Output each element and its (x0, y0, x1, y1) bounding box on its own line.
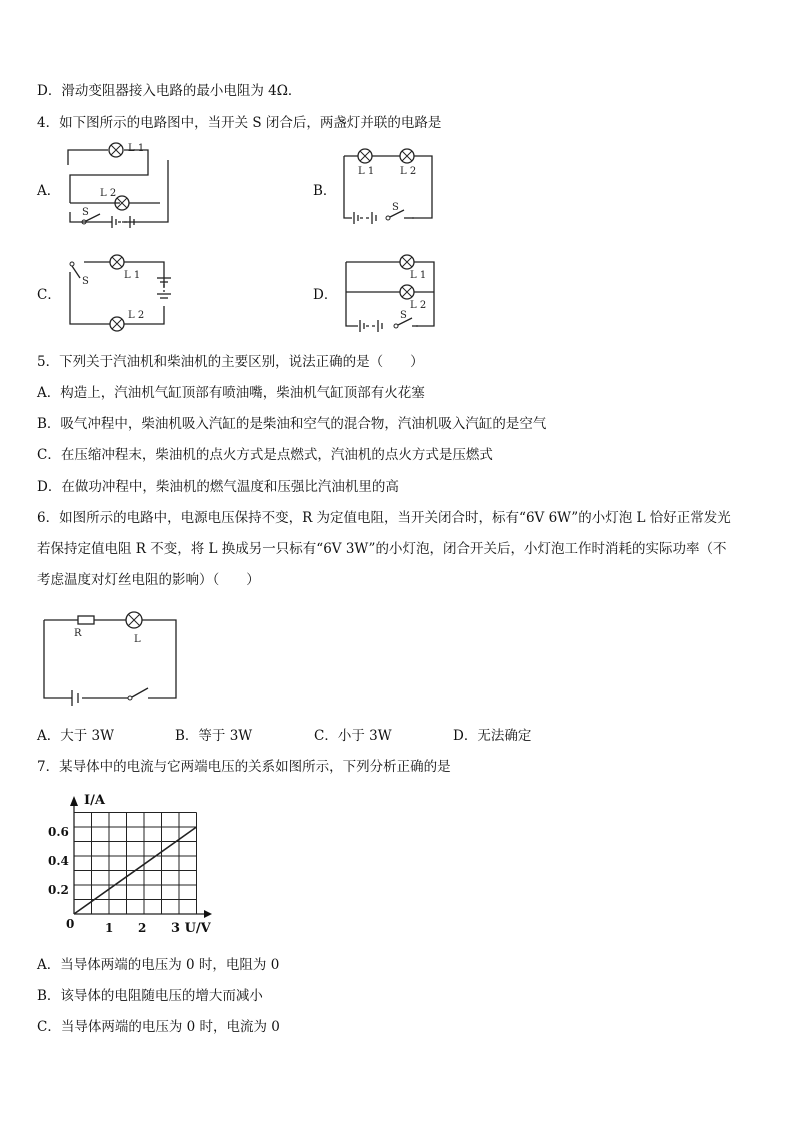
q6-option-a: A．大于 3W (37, 728, 115, 744)
q6-option-c: C．小于 3W (314, 728, 392, 744)
q5-option-c: C．在压缩冲程末，柴油机的点火方式是点燃式，汽油机的点火方式是压燃式 (37, 447, 493, 463)
q7-option-b: B．该导体的电阻随电压的增大而减小 (37, 988, 263, 1004)
label-l1: L 1 (410, 270, 427, 281)
q5-option-a: A．构造上，汽油机气缸顶部有喷油嘴，柴油机气缸顶部有火花塞 (37, 385, 425, 401)
circuit-diagram-c (62, 248, 182, 332)
x-axis-label: 3 U/V (171, 921, 211, 936)
q7-option-c: C．当导体两端的电压为 0 时，电流为 0 (37, 1019, 280, 1035)
q4-option-a-label: A． (37, 183, 61, 199)
q5-option-b: B．吸气冲程中，柴油机吸入汽缸的是柴油和空气的混合物，汽油机吸入汽缸的是空气 (37, 416, 547, 432)
q4-option-d-label: D． (313, 287, 338, 303)
q4-stem: 4．如下图所示的电路图中，当开关 S 闭合后，两盏灯并联的电路是 (37, 115, 442, 131)
label-l2: L 2 (400, 166, 417, 177)
y-tick-0.2: 0.2 (48, 883, 69, 897)
x-tick-1: 1 (105, 921, 114, 935)
y-tick-0.6: 0.6 (48, 825, 69, 839)
q4-option-c-label: C． (37, 287, 61, 303)
q6-stem-line-2: 若保持定值电阻 R 不变，将 L 换成另一只标有“6V 3W”的小灯泡，闭合开关后，小灯泡工作时消耗的实际功率（不 (37, 541, 727, 557)
label-l: L (134, 634, 141, 645)
q5-stem: 5．下列关于汽油机和柴油机的主要区别，说法正确的是（ ） (37, 354, 424, 370)
iu-graph (44, 790, 224, 940)
label-l2: L 2 (100, 188, 117, 199)
label-r: R (74, 628, 82, 639)
x-tick-2: 2 (138, 921, 147, 935)
circuit-diagram-a (60, 140, 180, 232)
q7-option-a: A．当导体两端的电压为 0 时，电阻为 0 (37, 957, 280, 973)
label-s: S (82, 276, 89, 287)
origin-label: 0 (66, 917, 75, 931)
label-l1: L 1 (358, 166, 375, 177)
label-l2: L 2 (410, 300, 427, 311)
label-s: S (392, 202, 399, 213)
q6-stem-line-3: 考虑温度对灯丝电阻的影响）（ ） (37, 572, 260, 588)
q3-option-d: D．滑动变阻器接入电路的最小电阻为 4Ω． (37, 83, 302, 99)
q6-option-d: D．无法确定 (453, 728, 532, 744)
q5-option-d: D．在做功冲程中，柴油机的燃气温度和压强比汽油机里的高 (37, 479, 399, 495)
q6-stem-line-1: 6．如图所示的电路中，电源电压保持不变，R 为定值电阻，当开关闭合时，标有“6V 6W”的小灯泡 L 恰好正常发光 (37, 510, 731, 526)
q6-option-b: B．等于 3W (175, 728, 253, 744)
label-s: S (82, 207, 89, 218)
circuit-diagram-q6 (38, 606, 184, 710)
q7-stem: 7．某导体中的电流与它两端电压的关系如图所示，下列分析正确的是 (37, 759, 451, 775)
label-l2: L 2 (128, 310, 145, 321)
y-tick-0.4: 0.4 (48, 854, 69, 868)
x-axis-arrow (204, 910, 212, 918)
circuit-diagram-b (338, 140, 438, 228)
label-l1: L 1 (124, 270, 141, 281)
label-l1: L 1 (128, 143, 145, 154)
circuit-diagram-d (340, 250, 440, 332)
y-axis-arrow (70, 796, 78, 806)
y-axis-label: I/A (84, 793, 105, 808)
q4-option-b-label: B． (313, 183, 337, 199)
label-s: S (400, 310, 407, 321)
